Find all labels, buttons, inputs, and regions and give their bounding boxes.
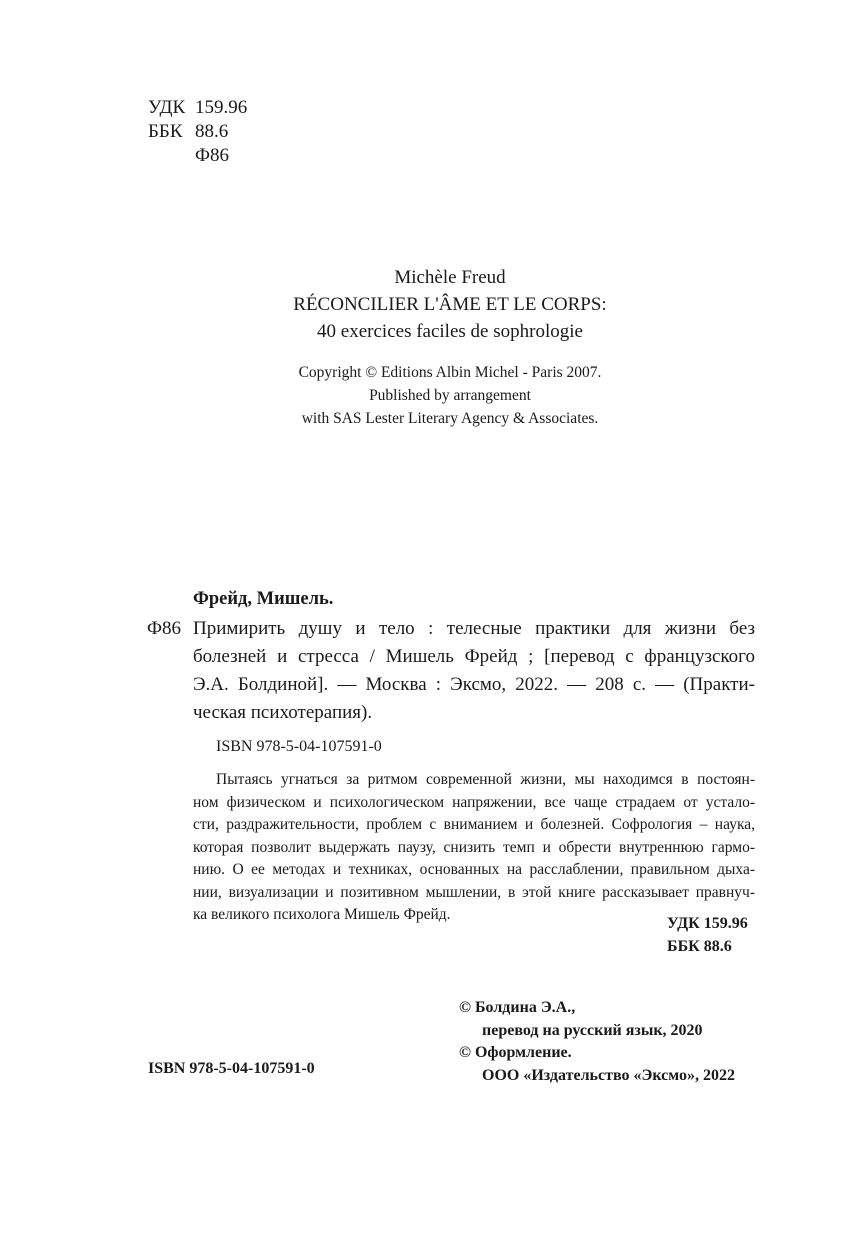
annotation-line: Пытаясь угнаться за ритмом современной жизни, мы находимся в постоян- — [216, 771, 755, 788]
record-cutter: Ф86 — [147, 618, 182, 639]
rights-line: Published by arrangement — [369, 387, 531, 404]
copyright-block — [459, 997, 735, 1087]
cutter-code: Ф86 — [195, 145, 230, 166]
original-edition — [150, 264, 750, 345]
classification-codes — [148, 96, 247, 168]
rights-notice — [150, 361, 750, 430]
annotation-line: которая позволит выдержать паузу, снизить темп и обрести внутреннюю гармо- — [193, 838, 755, 856]
bbk-value: 88.6 — [195, 121, 229, 142]
bibliographic-description — [193, 615, 755, 727]
annotation-line: ка великого психолога Мишель Фрейд. — [193, 906, 451, 923]
description-line: болезней и стресса / Мишель Фрейд ; [перевод с французского — [193, 646, 755, 667]
annotation — [193, 769, 755, 927]
original-subtitle: 40 exercices faciles de sophrologie — [317, 321, 583, 342]
bbk-row — [148, 120, 247, 144]
record-bbk: ББК 88.6 — [667, 937, 732, 955]
record-classification — [667, 913, 748, 958]
rights-line: Copyright © Editions Albin Michel - Paris 2007. — [298, 364, 602, 381]
copyright-translation: © Болдина Э.А., — [459, 999, 576, 1016]
record-author: Фрейд, Мишель. — [193, 589, 334, 609]
copyright-design-detail: ООО «Издательство «Эксмо», 2022 — [482, 1066, 735, 1084]
original-author: Michèle Freud — [394, 267, 506, 288]
record-isbn: ISBN 978-5-04-107591-0 — [216, 738, 382, 755]
bbk-label: ББК — [148, 121, 183, 142]
annotation-line: ном физическом и психологическом напряжении, все чаще страдаем от устало- — [193, 793, 755, 811]
copyright-translation-detail: перевод на русский язык, 2020 — [482, 1021, 703, 1039]
footer-isbn: ISBN 978-5-04-107591-0 — [148, 1060, 315, 1077]
annotation-line: сти, раздражительности, проблем с вниманием и болезней. Софрология – наука, — [193, 816, 755, 833]
udk-label: УДК — [148, 97, 186, 118]
description-line: Э.А. Болдиной]. — Москва : Эксмо, 2022. — 208 с. — (Практи- — [193, 674, 755, 695]
udk-value: 159.96 — [195, 97, 248, 118]
cutter-row — [148, 144, 247, 168]
record-udk: УДК 159.96 — [667, 915, 748, 932]
description-line: ческая психотерапия). — [193, 702, 373, 723]
annotation-line: нии, визуализации и позитивном мышлении, в этой книге рассказывает правнуч- — [193, 883, 755, 901]
description-line: Примирить душу и тело : телесные практики для жизни без — [193, 618, 755, 639]
original-title: RÉCONCILIER L'ÂME ET LE CORPS: — [293, 294, 607, 315]
annotation-line: нию. О ее методах и техниках, основанных на расслаблении, правильном дыха- — [193, 861, 755, 878]
copyright-design: © Оформление. — [459, 1044, 572, 1061]
udk-row — [148, 96, 247, 120]
rights-line: with SAS Lester Literary Agency & Associates. — [301, 410, 599, 427]
